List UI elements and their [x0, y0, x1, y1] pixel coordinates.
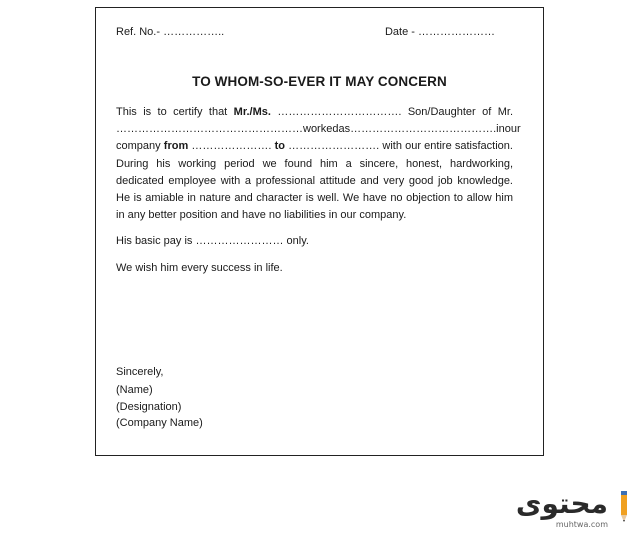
- watermark-logo: [497, 489, 632, 529]
- title-mr-ms: Mr./Ms.: [233, 106, 271, 118]
- word: to: [157, 106, 167, 118]
- word: that: [208, 106, 228, 118]
- blank-parent-name: ……………………………………………: [116, 123, 303, 136]
- document-title: TO WHOM-SO-EVER IT MAY CONCERN: [192, 74, 447, 89]
- from-label: from: [163, 140, 189, 153]
- reference-number: Ref. No.- ……………..: [116, 26, 225, 38]
- word: Son/Daughter: [407, 106, 476, 118]
- basic-pay-line: His basic pay is …………………… only.: [116, 235, 309, 248]
- word: of: [482, 106, 492, 118]
- paragraph-remainder: During his working period we found him a sincere, honest, hardworking, dedicated employee with a professional attitude and very good job knowledge. He is amiable in nature and character is well. We have no objection to allow him in any better position and have no liabilities in our company.: [116, 157, 513, 222]
- blank-name: …………………………….: [277, 106, 402, 118]
- pencil-icon: [620, 491, 628, 523]
- logo-url-text: muhtwa.com: [555, 520, 608, 529]
- word: company: [116, 140, 161, 153]
- text-line: [116, 104, 513, 121]
- designation-placeholder: (Designation): [116, 401, 182, 413]
- word: our: [405, 140, 422, 153]
- company-placeholder: (Company Name): [116, 416, 203, 429]
- logo-arabic-text: محتوى: [515, 487, 608, 520]
- word: entire: [424, 140, 452, 153]
- to-label: to: [274, 140, 286, 153]
- blank-position: ………………………………….: [350, 123, 497, 136]
- word: is: [143, 106, 152, 118]
- letter-body: [116, 104, 521, 277]
- word: as: [338, 123, 351, 136]
- text-line: [116, 121, 521, 138]
- word: with: [382, 140, 402, 153]
- sincerely-text: Sincerely,: [116, 366, 164, 378]
- certification-paragraph: [116, 104, 521, 224]
- word: certify: [173, 106, 203, 118]
- word: our: [504, 123, 521, 136]
- word: satisfaction.: [454, 140, 513, 153]
- name-placeholder: (Name): [116, 383, 153, 396]
- blank-start-date: ………………….: [191, 140, 272, 153]
- text-line: [116, 138, 513, 155]
- word: This: [116, 106, 137, 118]
- word: Mr.: [497, 106, 513, 118]
- certificate-document: [95, 7, 544, 456]
- word: worked: [303, 123, 339, 136]
- date-field: Date - …………………: [384, 26, 495, 38]
- word: in: [496, 123, 505, 136]
- wishes-line: We wish him every success in life.: [116, 261, 283, 274]
- blank-end-date: …………………….: [288, 140, 380, 153]
- signature-block: [116, 364, 203, 432]
